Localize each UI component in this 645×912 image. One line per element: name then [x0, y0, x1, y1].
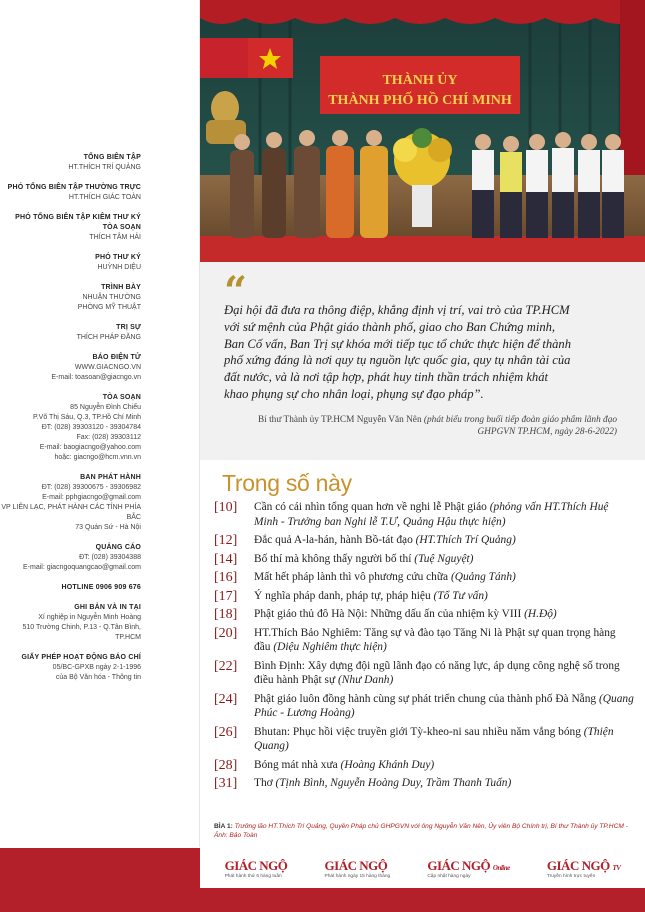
toc-entry-author: (Diệu Nghiêm thực hiện)	[273, 641, 387, 653]
toc-entry-title: Mất hết pháp lành thì vô phương cứu chữa	[254, 571, 449, 583]
toc-page-number: [28]	[214, 757, 238, 773]
toc-page-value: 20	[218, 625, 233, 641]
toc-entry	[254, 552, 634, 567]
toc-entry-author: (Thiện Quang)	[254, 725, 614, 752]
masthead-line: Fax: (028) 39303112	[76, 434, 141, 441]
masthead-line: E-mail: baogiacngo@yahoo.com	[39, 444, 141, 451]
publication-logo-name	[547, 858, 621, 874]
toc-page-value: 12	[218, 533, 233, 548]
toc-item[interactable]	[214, 776, 634, 791]
masthead-line: ĐT: (028) 39303120 - 39304784	[41, 424, 141, 431]
masthead-line: HUỲNH DIỆU	[97, 264, 141, 271]
toc-entry	[254, 570, 634, 585]
toc-entry-author: (phỏng vấn HT.Thích Huệ Minh - Trưởng ban Nghi lễ T.Ư, Quảng Hậu thực hiện)	[254, 501, 609, 528]
masthead-block	[0, 323, 199, 343]
toc-page-value: 18	[218, 607, 233, 622]
toc-entry-title: Bố thí mà không thấy người bố thí	[254, 552, 412, 565]
toc-entry-title: Phật giáo luôn đồng hành cùng sự phát triển chung của thành phố Đà Nẵng	[254, 692, 597, 705]
masthead-title: GHI BẢN VÀ IN TẠI	[74, 604, 141, 611]
masthead-line: HT.THÍCH TRÍ QUẢNG	[68, 164, 141, 171]
toc-item[interactable]	[214, 607, 634, 622]
masthead-title: HOTLINE 0906 909 676	[61, 584, 141, 591]
banner-line-1: THÀNH ỦY	[382, 73, 458, 88]
toc-item[interactable]	[214, 589, 634, 604]
toc-entry	[254, 500, 634, 529]
publication-logo-suffix: TV	[612, 863, 621, 872]
publication-logo-text: GIÁC NGỘ	[324, 857, 388, 873]
toc-entry-title: Cần có cái nhìn tổng quan hơn về nghi lễ Phật giáo	[254, 501, 487, 513]
masthead-line: P.Võ Thị Sáu, Q.3, TP.Hồ Chí Minh	[32, 414, 141, 421]
toc-entry-title: Bình Định: Xây dựng đội ngũ lãnh đạo có năng lực, áp dụng công nghệ số trong điều hành Phật sự	[254, 659, 620, 686]
toc-page-number: [22]	[214, 658, 238, 674]
publication-logo-suffix: Online	[492, 863, 510, 872]
masthead-block	[0, 153, 199, 173]
masthead-block	[0, 393, 199, 463]
quote-source-name: Bí thư Thành ủy TP.HCM Nguyễn Văn Nên	[257, 415, 422, 425]
publication-logo-text: GIÁC NGỘ	[224, 857, 288, 873]
toc-page-value: 31	[218, 776, 233, 791]
toc-entry	[254, 776, 634, 791]
toc-entry	[254, 758, 634, 773]
masthead-line: VP LIÊN LẠC, PHÁT HÀNH CÁC TỈNH PHÍA BẮC	[1, 504, 141, 521]
masthead-line: E-mail: pphgiacngo@gmail.com	[42, 494, 141, 501]
masthead-block	[0, 213, 199, 243]
toc-entry	[254, 589, 634, 604]
toc-page-value: 14	[218, 551, 233, 567]
quote-text: Đại hội đã đưa ra thông điệp, khẳng định vị trí, vai trò của TP.HCM với sứ mệnh của Phật giáo thành phố, giao cho Ban Chứng minh, Ban Cố vấn, Ban Trị sự khóa mới tiếp tục tổ chức thực hiện để thành phố xứng đáng là nơi quy tụ nguồn lực quốc gia, quy tụ nhân tài của đất nước, và là nơi tập hợp, phát huy tinh thần trách nhiệm khát khao phụng sự cho nhân loại, phụng sự đạo pháp”.	[224, 303, 572, 401]
masthead-title: PHÓ TỔNG BIÊN TẬP THƯỜNG TRỰC	[7, 184, 141, 191]
cover-caption	[214, 822, 634, 840]
publication-logo-name	[427, 858, 509, 874]
masthead-block	[0, 653, 199, 683]
publication-logo-name	[325, 858, 388, 874]
toc-entry	[254, 659, 634, 688]
toc-page-value: 28	[218, 757, 233, 773]
toc-entry-title: Thơ	[254, 777, 273, 789]
banner-line-2: THÀNH PHỐ HỒ CHÍ MINH	[328, 93, 512, 108]
toc-page-number: [26]	[214, 724, 238, 740]
cover-photo-image	[200, 0, 645, 262]
toc-entry-title: Đắc quả A-la-hán, hành Bồ-tát đạo	[254, 534, 413, 546]
cover-caption-text: Trưởng lão HT.Thích Trí Quảng, Quyền Pháp chủ GHPGVN với ông Nguyễn Văn Nên, Ủy viên Bộ Chính trị, Bí thư Thành ủy TP.HCM - Ảnh: Bảo Toàn	[214, 823, 628, 839]
masthead-line: 73 Quán Sứ - Hà Nội	[75, 524, 141, 531]
masthead-block	[0, 353, 199, 383]
toc-entry-author: (Quang Phúc - Lương Hoàng)	[254, 692, 634, 719]
masthead-block	[0, 543, 199, 573]
masthead-title: GIẤY PHÉP HOẠT ĐỘNG BÁO CHÍ	[21, 654, 141, 661]
toc-item[interactable]	[214, 659, 634, 688]
masthead-title: TỔNG BIÊN TẬP	[83, 154, 141, 161]
toc-entry-author: (Như Danh)	[338, 674, 394, 686]
masthead-block	[0, 253, 199, 273]
masthead-line: hoặc: giacngo@hcm.vnn.vn	[54, 454, 141, 461]
toc-entry-title: HT.Thích Bảo Nghiêm: Tăng sự và đào tạo Tăng Ni là Phật sự quan trọng hàng đầu	[254, 626, 616, 653]
publication-logo-tagline: Phát hành ngày 15 hàng tháng	[324, 873, 391, 879]
toc-entry-title: Ý nghĩa pháp danh, pháp tự, pháp hiệu	[254, 589, 431, 602]
publication-logo-tagline: Truyền hình trực tuyến	[546, 873, 596, 879]
toc-list	[214, 500, 634, 795]
toc-page-number: [14]	[214, 551, 238, 567]
toc-page-value: 17	[218, 588, 233, 604]
toc-item[interactable]	[214, 758, 634, 773]
toc-page-value: 10	[218, 500, 233, 515]
toc-page-value: 24	[218, 691, 233, 707]
masthead-line: ĐT: (028) 39304388	[79, 554, 141, 561]
masthead-line: THÍCH TÂM HẢI	[89, 234, 141, 241]
masthead-block	[0, 473, 199, 533]
toc-entry	[254, 607, 634, 622]
toc-page-number: [16]	[214, 570, 238, 585]
publication-logo-text: GIÁC NGỘ	[546, 857, 610, 873]
masthead-title: PHÓ TỔNG BIÊN TẬP KIÊM THƯ KÝ TÒA SOẠN	[15, 214, 141, 231]
toc-item[interactable]	[214, 533, 634, 548]
masthead-line: 510 Trường Chinh, P.13 - Q.Tân Bình, TP.HCM	[22, 624, 141, 641]
publication-logo[interactable]	[547, 858, 621, 879]
toc-entry-author: (HT.Thích Trí Quảng)	[415, 534, 516, 546]
masthead-block	[0, 283, 199, 313]
toc-page-number: [10]	[214, 500, 238, 515]
masthead-line: E-mail: giacngoquangcao@gmail.com	[23, 564, 141, 571]
toc-entry-author: (H.Độ)	[524, 608, 557, 620]
toc-page-value: 16	[218, 570, 233, 585]
publication-logo-tagline: Phát hành thứ 6 hàng tuần	[224, 873, 282, 879]
masthead-line: 85 Nguyễn Đình Chiểu	[70, 404, 141, 411]
masthead-line: THÍCH PHÁP ĐĂNG	[76, 334, 141, 341]
publication-logo[interactable]	[225, 858, 288, 879]
masthead-title: QUẢNG CÁO	[95, 544, 141, 551]
masthead-line: ĐT: (028) 39300675 - 39306982	[41, 484, 141, 491]
toc-entry-title: Bhutan: Phục hồi việc truyền giới Tỳ-kheo-ni sau nhiều năm vắng bóng	[254, 725, 581, 738]
toc-page-number: [12]	[214, 533, 238, 548]
publication-logo-text: GIÁC NGỘ	[427, 857, 491, 873]
masthead-line: HT.THÍCH GIÁC TOÀN	[68, 194, 141, 201]
toc-page-value: 26	[218, 724, 233, 740]
toc-page-number: [20]	[214, 625, 238, 641]
quote-mark-icon: “	[224, 268, 248, 315]
toc-item[interactable]	[214, 552, 634, 567]
masthead-title: TÒA SOẠN	[102, 394, 141, 401]
masthead-line: PHÒNG MỸ THUẬT	[77, 304, 141, 311]
masthead-line: 05/BC-GPXB ngày 2-1-1996	[52, 664, 141, 671]
toc-entry-author: (Quảng Tánh)	[450, 571, 516, 583]
masthead-title: PHÓ THƯ KÝ	[95, 254, 141, 261]
toc-item[interactable]	[214, 725, 634, 754]
quote-block	[200, 262, 645, 460]
cover-caption-label: BÌA 1:	[214, 823, 233, 830]
masthead-title: TRÌNH BÀY	[101, 284, 141, 291]
publication-logo[interactable]	[427, 858, 509, 879]
masthead-title: BÁO ĐIỆN TỬ	[92, 354, 141, 361]
masthead-title: BAN PHÁT HÀNH	[80, 474, 141, 481]
masthead-block	[0, 583, 199, 593]
cover-photo	[200, 0, 645, 262]
masthead-line: Xí nghiệp in Nguyễn Minh Hoàng	[38, 614, 141, 621]
toc-page-number: [24]	[214, 691, 238, 707]
toc-page-number: [31]	[214, 776, 238, 791]
toc-item[interactable]	[214, 626, 634, 655]
masthead-list	[0, 153, 199, 693]
publication-logo[interactable]	[325, 858, 391, 879]
toc-entry-title: Phật giáo thủ đô Hà Nội: Những dấu ấn của nhiệm kỳ VIII	[254, 608, 522, 620]
toc-entry-author: (Tuệ Nguyệt)	[414, 552, 474, 565]
toc-item[interactable]	[214, 570, 634, 585]
toc-entry-author: (Tổ Tư vấn)	[433, 589, 488, 602]
toc-page-value: 22	[218, 658, 233, 674]
toc-entry-author: (Hoàng Khánh Duy)	[340, 758, 435, 771]
quote-source-note: (phát biểu trong buổi tiếp đoàn giáo phẩm lãnh đạo GHPGVN TP.HCM, ngày 28-6-2022)	[423, 415, 617, 437]
toc-entry	[254, 533, 634, 548]
publication-logo-name	[225, 858, 288, 874]
quote-source	[247, 414, 617, 438]
masthead-title: TRỊ SỰ	[116, 324, 141, 331]
toc-entry-author: (Tịnh Bình, Nguyễn Hoàng Duy, Trầm Thanh Tuấn)	[275, 777, 512, 789]
toc-entry	[254, 725, 634, 754]
toc-entry	[254, 692, 634, 721]
toc-page-number: [17]	[214, 588, 238, 604]
toc-entry-title: Bóng mát nhà xưa	[254, 758, 338, 771]
masthead-line: của Bộ Văn hóa - Thông tin	[55, 674, 141, 681]
toc-page-number: [18]	[214, 607, 238, 622]
toc-title: Trong số này	[222, 470, 352, 496]
footer-logos	[200, 848, 645, 888]
masthead-line: E-mail: toasoan@giacngo.vn	[51, 374, 141, 381]
masthead-column	[0, 0, 200, 847]
publication-logo-tagline: Cập nhật hàng ngày	[427, 873, 471, 879]
masthead-line: NHUẬN THƯỜNG	[82, 294, 141, 301]
masthead-block	[0, 603, 199, 643]
toc-item[interactable]	[214, 692, 634, 721]
toc-item[interactable]	[214, 500, 634, 529]
masthead-line: WWW.GIACNGO.VN	[74, 364, 141, 371]
toc-entry	[254, 626, 634, 655]
masthead-block	[0, 183, 199, 203]
